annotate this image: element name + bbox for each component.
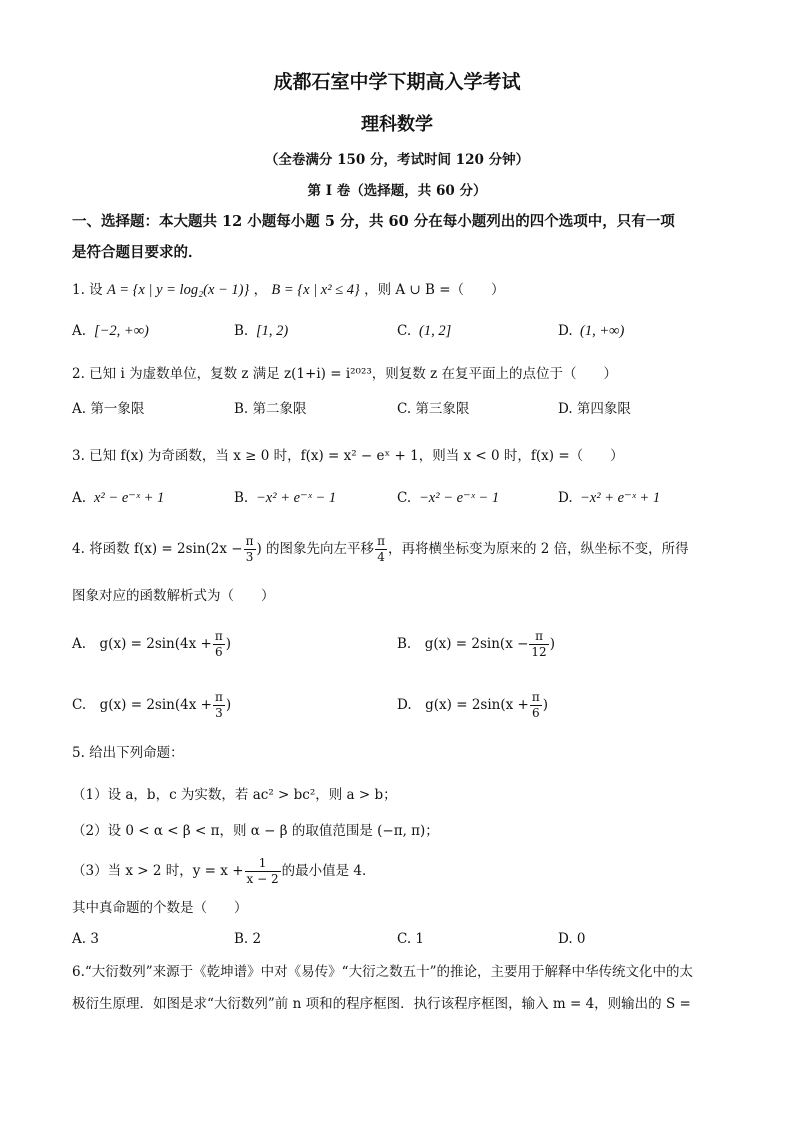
- q3-option-d: D. −x² + e⁻ˣ + 1: [558, 490, 661, 506]
- q1-option-c: C. (1, 2]: [397, 323, 452, 339]
- q5-ask: 其中真命题的个数是（ ）: [72, 900, 248, 916]
- q1-option-b: B. [1, 2): [234, 323, 289, 339]
- section-heading-line2: 是符合题目要求的．: [72, 244, 203, 261]
- q5-option-c: C. 1: [397, 931, 425, 947]
- q4-option-b: B. g(x) = 2sin(x − $\frac{\pi}{12}$ ): [397, 629, 555, 659]
- q1-option-d: D. (1, +∞): [558, 323, 625, 339]
- section-heading-line1: 一、选择题：本大题共 12 小题每小题 5 分，共 60 分在每小题列出的四个选项中，只有一项: [72, 213, 675, 230]
- question-3-stem: 3. 已知 f(x) 为奇函数，当 x ≥ 0 时，f(x) = x² − eˣ + 1，则当 x < 0 时，f(x) =（ ）: [72, 448, 624, 464]
- q3-option-b: B. −x² + e⁻ˣ − 1: [234, 490, 337, 506]
- q4-option-c: C. g(x) = 2sin(4x + $\frac{\pi}{3}$ ): [72, 690, 232, 720]
- exam-info: （全卷满分 150 分，考试时间 120 分钟）: [264, 152, 530, 168]
- q1-separator: ，: [253, 282, 268, 298]
- q5-option-a: A. 3: [72, 931, 99, 947]
- q1-label: 1. 设: [72, 282, 103, 298]
- q1-set-a: A = {x | y = log₂(x − 1)}: [106, 282, 250, 298]
- q4-frac-pi-3: $\frac{\pi}{3}$: [245, 534, 254, 564]
- q3-option-c: C. −x² − e⁻ˣ − 1: [397, 490, 500, 506]
- q1-option-a: A. [−2, +∞): [72, 323, 149, 339]
- part-title: 第 I 卷（选择题，共 60 分）: [307, 183, 487, 199]
- q1-set-b: B = {x | x² ≤ 4}: [271, 282, 360, 298]
- question-6-line1: 6.“大衍数列”来源于《乾坤谱》中对《易传》“大衍之数五十”的推论，主要用于解释中华传统文化中的太: [72, 964, 693, 980]
- q2-option-a: A. 第一象限: [72, 401, 145, 417]
- question-2-stem: 2. 已知 i 为虚数单位，复数 z 满足 z(1+i) = i²⁰²³，则复数 z 在复平面上的点位于（ ）: [72, 366, 617, 382]
- question-5-stem: 5. 给出下列命题：: [72, 745, 184, 761]
- question-4-line2: 图象对应的函数解析式为（ ）: [72, 588, 275, 604]
- question-1-stem: [72, 280, 505, 300]
- q2-option-b: B. 第二象限: [234, 401, 307, 417]
- q2-option-d: D. 第四象限: [558, 401, 631, 417]
- q5-proposition-2: （2）设 0 < α < β < π，则 α − β 的取值范围是 (−π, π)；: [72, 823, 439, 839]
- q5-option-d: D. 0: [558, 931, 586, 947]
- exam-title: 成都石室中学下期高入学考试: [273, 71, 521, 93]
- q5-proposition-3: （3）当 x > 2 时，y = x + $\frac{1}{x - 2}$ 的最小值是 4．: [72, 856, 376, 886]
- q3-option-a: A. x² − e⁻ˣ + 1: [72, 490, 165, 506]
- question-4-stem: 4. 将函数 f(x) = 2sin(2x − $\frac{\pi}{3}$ ) 的图象先向左平移 $\frac{\pi}{4}$ ，再将横坐标变为原来的 2 倍，纵坐标不变，所得: [72, 534, 689, 564]
- q4-frac-pi-4: $\frac{\pi}{4}$: [377, 534, 385, 564]
- q2-option-c: C. 第三象限: [397, 401, 470, 417]
- q1-ask: ，则 A ∪ B =（ ）: [364, 282, 505, 298]
- q5-proposition-1: （1）设 a，b，c 为实数，若 ac² > bc²，则 a > b；: [72, 787, 397, 803]
- q4-option-d: D. g(x) = 2sin(x + $\frac{\pi}{6}$ ): [397, 690, 549, 720]
- question-6-line2: 极衍生原理．如图是求“大衍数列”前 n 项和的程序框图．执行该程序框图，输入 m = 4，则输出的 S =: [72, 996, 691, 1012]
- q4-option-a: A. g(x) = 2sin(4x + $\frac{\pi}{6}$ ): [72, 629, 231, 659]
- subject-title: 理科数学: [361, 114, 433, 135]
- q5-option-b: B. 2: [234, 931, 262, 947]
